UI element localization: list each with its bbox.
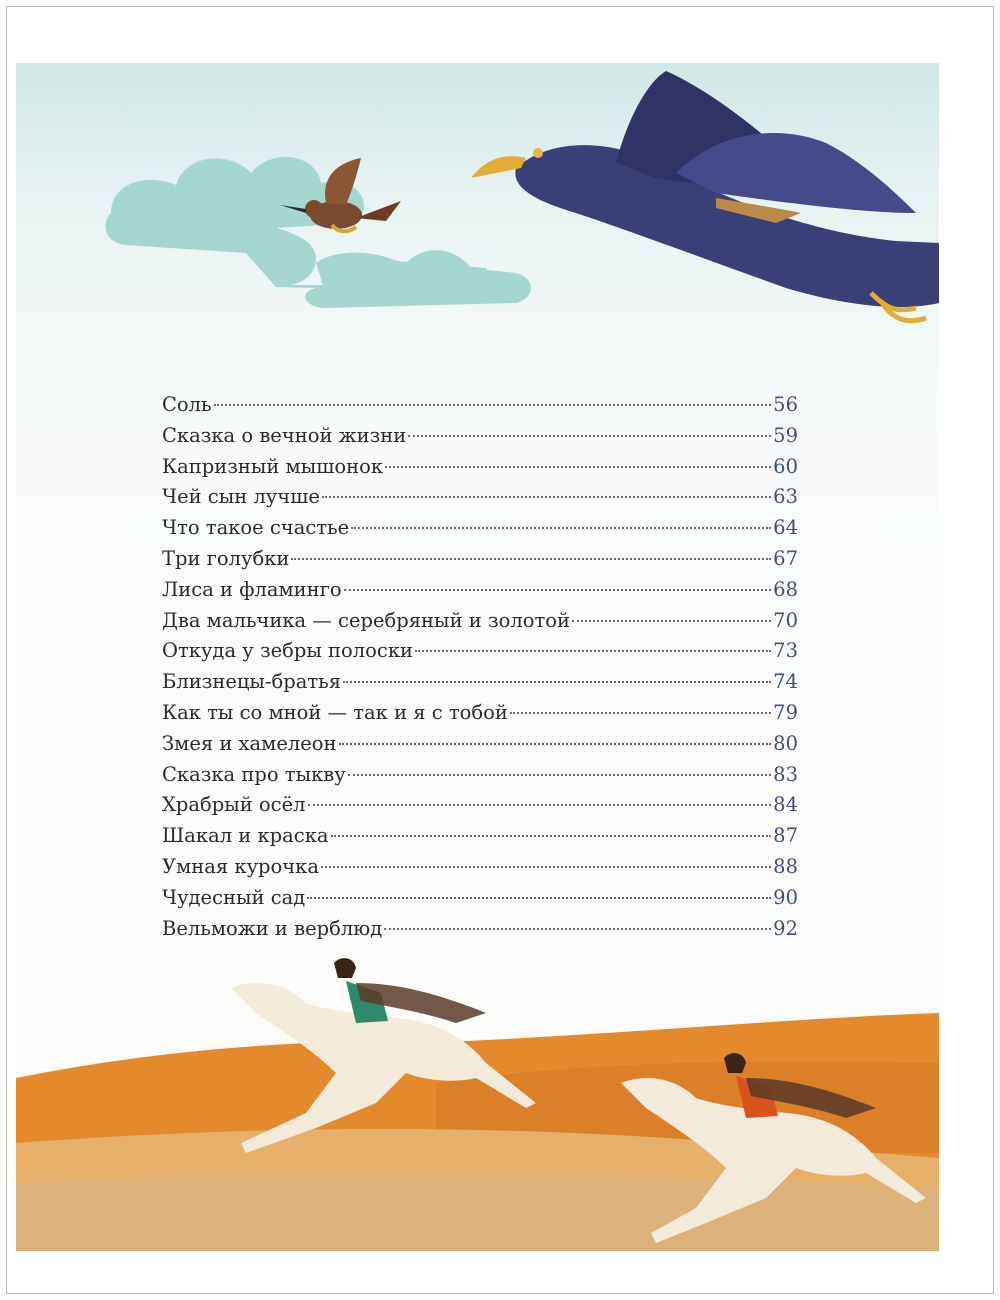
toc-dot-leader [322, 496, 771, 498]
toc-entry [162, 544, 798, 575]
toc-entry-page-number: 60 [773, 454, 798, 478]
book-page [16, 63, 939, 1251]
toc-entry-title: Змея и хамелеон [162, 731, 337, 755]
toc-dot-leader [408, 435, 771, 437]
toc-entry [162, 698, 798, 729]
toc-dot-leader [321, 866, 771, 868]
toc-dot-leader [384, 928, 771, 930]
toc-entry-page-number: 83 [773, 762, 798, 786]
toc-entry-title: Сказка про тыкву [162, 762, 346, 786]
page-frame [6, 6, 994, 1294]
toc-dot-leader [348, 774, 771, 776]
toc-entry [162, 482, 798, 513]
toc-entry-title: Три голубки [162, 546, 290, 570]
toc-entry-page-number: 70 [773, 608, 798, 632]
toc-entry [162, 390, 798, 421]
toc-entry-page-number: 74 [773, 670, 798, 694]
toc-entry-page-number: 87 [773, 824, 798, 848]
toc-dot-leader [385, 466, 771, 468]
toc-entry-title: Откуда у зебры полоски [162, 639, 414, 663]
eagle-icon [471, 71, 939, 321]
toc-entry-title: Два мальчика — серебряный и золотой [162, 608, 570, 632]
toc-entry-title: Чудесный сад [162, 885, 306, 909]
toc-entry [162, 636, 798, 667]
toc-entry-page-number: 59 [773, 423, 798, 447]
toc-entry [162, 452, 798, 483]
toc-entry-title: Вельможи и верблюд [162, 916, 383, 940]
toc-entry-title: Шакал и краска [162, 824, 329, 848]
cloud-shape [106, 157, 531, 308]
toc-entry [162, 421, 798, 452]
toc-dot-leader [351, 527, 771, 529]
toc-entry-title: Лиса и фламинго [162, 577, 342, 601]
toc-dot-leader [572, 620, 771, 622]
toc-entry [162, 821, 798, 852]
toc-entry [162, 760, 798, 791]
toc-dot-leader [331, 835, 772, 837]
toc-dot-leader [339, 743, 772, 745]
toc-entry [162, 852, 798, 883]
toc-entry [162, 575, 798, 606]
toc-entry-page-number: 84 [773, 793, 798, 817]
toc-entry-title: Чей сын лучше [162, 485, 320, 509]
toc-dot-leader [343, 681, 771, 683]
toc-entry-page-number: 56 [773, 393, 798, 416]
toc-entry-page-number: 79 [773, 700, 798, 724]
toc-entry-title: Соль [162, 393, 212, 416]
toc-dot-leader [308, 804, 772, 806]
toc-entry [162, 606, 798, 637]
toc-entry-page-number: 80 [773, 731, 798, 755]
toc-dot-leader [214, 404, 772, 406]
sky-illustration [16, 63, 939, 343]
toc-dot-leader [510, 712, 771, 714]
toc-dot-leader [307, 897, 771, 899]
desert-illustration [16, 953, 939, 1251]
toc-entry-page-number: 88 [773, 854, 798, 878]
toc-dot-leader [344, 589, 772, 591]
toc-entry-page-number: 67 [773, 546, 798, 570]
toc-entry-page-number: 90 [773, 885, 798, 909]
toc-entry-title: Умная курочка [162, 854, 319, 878]
toc-entry-title: Храбрый осёл [162, 793, 306, 817]
toc-dot-leader [291, 558, 771, 560]
toc-entry-title: Капризный мышонок [162, 454, 384, 478]
toc-entry [162, 667, 798, 698]
toc-entry-title: Что такое счастье [162, 516, 350, 540]
toc-entry-title: Близнецы-братья [162, 670, 342, 694]
toc-entry-page-number: 63 [773, 485, 798, 509]
toc-dot-leader [415, 650, 771, 652]
toc-entry [162, 914, 798, 945]
toc-entry-title: Сказка о вечной жизни [162, 423, 407, 447]
toc-entry-page-number: 92 [773, 916, 798, 940]
table-of-contents [162, 390, 798, 944]
toc-entry-page-number: 64 [773, 516, 798, 540]
toc-entry [162, 513, 798, 544]
toc-entry-title: Как ты со мной — так и я с тобой [162, 700, 508, 724]
toc-entry [162, 729, 798, 760]
toc-entry [162, 790, 798, 821]
toc-entry-page-number: 68 [773, 577, 798, 601]
toc-entry [162, 883, 798, 914]
toc-entry-page-number: 73 [773, 639, 798, 663]
